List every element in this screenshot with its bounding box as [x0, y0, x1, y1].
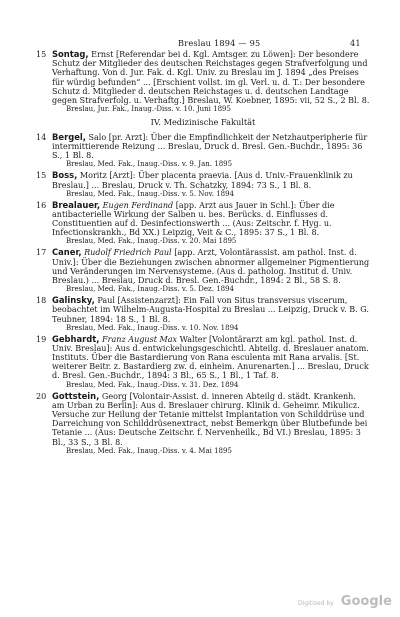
- author-surname: Bergel,: [52, 131, 86, 142]
- entry-text: [app. Arzt aus Jauer in Schl.]: Über die antibacterielle Wirkung der Salben u. bes. Berücks. d. Einflusses d. Constituentien auf d. Desinfectionswerth ... (Aus: Zeitschr. f. Hyg. u. Infectionskrankh., Bd XX.) Leipzig, Veit & C., 1895: 37 S., 1 Bl. 8.: [52, 200, 335, 238]
- bibliography-entry: [36, 171, 370, 198]
- author-surname: Caner,: [52, 247, 82, 258]
- bibliography-entry: [36, 392, 370, 456]
- dissertation-note: Breslau, Med. Fak., Inaug.-Diss. v. 5. Dez. 1894: [66, 285, 235, 294]
- entry-number: 14: [36, 132, 47, 142]
- page-number: 41: [350, 38, 361, 48]
- bibliography-entry: [36, 296, 370, 332]
- entry-text: [app. Arzt, Volontärassist. am pathol. Inst. d. Univ.]: Über die Beziehungen zwischen abnormer allgemeiner Pigmentierung und Veränderungen im Nervensysteme. (Aus d. patholog. Institut d. Univ. Breslau.) ... Breslau, Druck d. Bresl. Gen.-Buchdr., 1894: 2 Bl., 58 S. 8.: [52, 248, 370, 285]
- watermark-prefix: Digitized by: [298, 600, 334, 607]
- dissertation-note: Breslau, Jur. Fak., Inaug.-Diss. v. 10. Juni 1895: [66, 105, 231, 114]
- author-surname: Sontag,: [52, 49, 89, 59]
- entry-list-jur: [36, 50, 370, 114]
- dissertation-note: Breslau, Med. Fak., Inaug.-Diss. v. 4. Mai 1895: [66, 446, 232, 455]
- author-surname: Gebhardt,: [52, 333, 100, 344]
- dissertation-note: Breslau, Med. Fak., Inaug.-Diss. v. 31. Dez. 1894: [66, 380, 239, 389]
- author-given-names: Franz August Max: [102, 334, 178, 344]
- author-surname: Brealauer,: [52, 199, 101, 210]
- dissertation-note: Breslau, Med. Fak., Inaug.-Diss. v. 5. Nov. 1894: [66, 189, 235, 198]
- entry-text: Georg [Volontair-Assist. d. inneren Abteilg d. städt. Krankenh. am Urban zu Berlin]: Aus d. Breslauer chirurg. Klinik d. Geheimr. Mikulicz. Versuche zur Heilung der Tetanie mittelst Implantation von Schilddrüse und Darreichung von Schilddrüsenextract, nebst Bemerkgn über Blutbefunde bei Tetanie ... (Aus: Deutsche Zeitschr. f. Nervenheilk., Bd VI.) Breslau, 1895: 3 Bl., 33 S., 3 Bl. 8.: [52, 391, 368, 447]
- google-watermark: [298, 590, 392, 609]
- entry-number: 20: [36, 391, 47, 401]
- entry-number: 15: [36, 50, 47, 59]
- entry-number: 18: [36, 296, 47, 306]
- text-column: [36, 50, 370, 458]
- running-head-title: Breslau 1894 — 95: [178, 38, 261, 48]
- entry-number: 19: [36, 334, 47, 344]
- entry-number: 17: [36, 248, 47, 258]
- entry-list-med: [36, 133, 370, 455]
- dissertation-note: Breslau, Med. Fak., Inaug.-Diss. v. 9. Jan. 1895: [66, 160, 233, 169]
- bibliography-entry: [36, 50, 370, 114]
- author-given-names: Eugen Ferdinand: [102, 200, 174, 210]
- bibliography-entry: [36, 335, 370, 389]
- bibliography-entry: [36, 201, 370, 246]
- entry-number: 15: [36, 171, 47, 181]
- dissertation-note: Breslau, Med. Fak., Inaug.-Diss. v. 10. Nov. 1894: [66, 323, 239, 332]
- bibliography-entry: [36, 133, 370, 169]
- entry-number: 16: [36, 200, 47, 210]
- dissertation-note: Breslau, Med. Fak., Inaug.-Diss. v. 20. Mai 1895: [66, 237, 237, 246]
- entry-text: Moritz [Arzt]: Über placenta praevia. [Aus d. Univ.-Frauenklinik zu Breslau.] ... Breslau, Druck v. Th. Schatzky, 1894: 73 S., 1 Bl. 8.: [52, 171, 353, 190]
- author-given-names: Rudolf Friedrich Paul: [84, 248, 172, 258]
- google-logo: Google: [340, 594, 392, 609]
- author-surname: Boss,: [52, 170, 78, 181]
- entry-text: Paul [Assistenzarzt]: Ein Fall von Situs transversus viscerum, beobachtet im Wilhelm-Augusta-Hospital zu Breslau ... Leipzig, Druck v. B. G. Teubner, 1894: 18 S., 1 Bl. 8.: [52, 296, 369, 324]
- bibliography-entry: [36, 248, 370, 293]
- entry-text: Ernst [Referendar bei d. Kgl. Amtsger. zu Löwen]: Der besondere Schutz der Mitglieder des deutschen Reichstages gegen Strafverfolgung und Verhaftung. Von d. Jur. Fak. d. Kgl. Univ. zu Breslau im J. 1894 „des Preises für würdig befunden“ ... [Erschient vollst. im gl. Verl. u. d. T.: Der besondere Schutz d. Mitglieder d. deutschen Reichstages u. d. deutschen Landtage gegen Strafverfolg. u. Verhaftg.] Breslau, W. Koebner, 1895: vii, 52 S., 2 Bl. 8.: [52, 50, 370, 106]
- author-surname: Galinsky,: [52, 295, 95, 306]
- entry-text: Walter [Volontärarzt am kgl. pathol. Inst. d. Univ. Breslau]: Aus d. entwickelungsgeschichtl. Abteilg. d. Breslauer anatom. Instituts. Über die Bastardierung von Rana esculenta mit Rana arvalis. [St. weiterer Beitr. z. Bastardierg zw. d. einheim. Anurenarten.] ... Breslau, Druck d. Bresl. Gen.-Buchdr., 1894: 3 Bl., 65 S., 1 Bl., 1 Taf. 8.: [52, 334, 369, 381]
- entry-text: Salo [pr. Arzt]: Über die Empfindlichkeit der Netzhautperipherie für intermittierende Reizung ... Breslau, Druck d. Bresl. Gen.-Buchdr., 1895: 36 S., 1 Bl. 8.: [52, 132, 368, 161]
- section-heading: IV. Medizinische Fakultät: [150, 116, 256, 127]
- author-surname: Gottstein,: [52, 390, 100, 401]
